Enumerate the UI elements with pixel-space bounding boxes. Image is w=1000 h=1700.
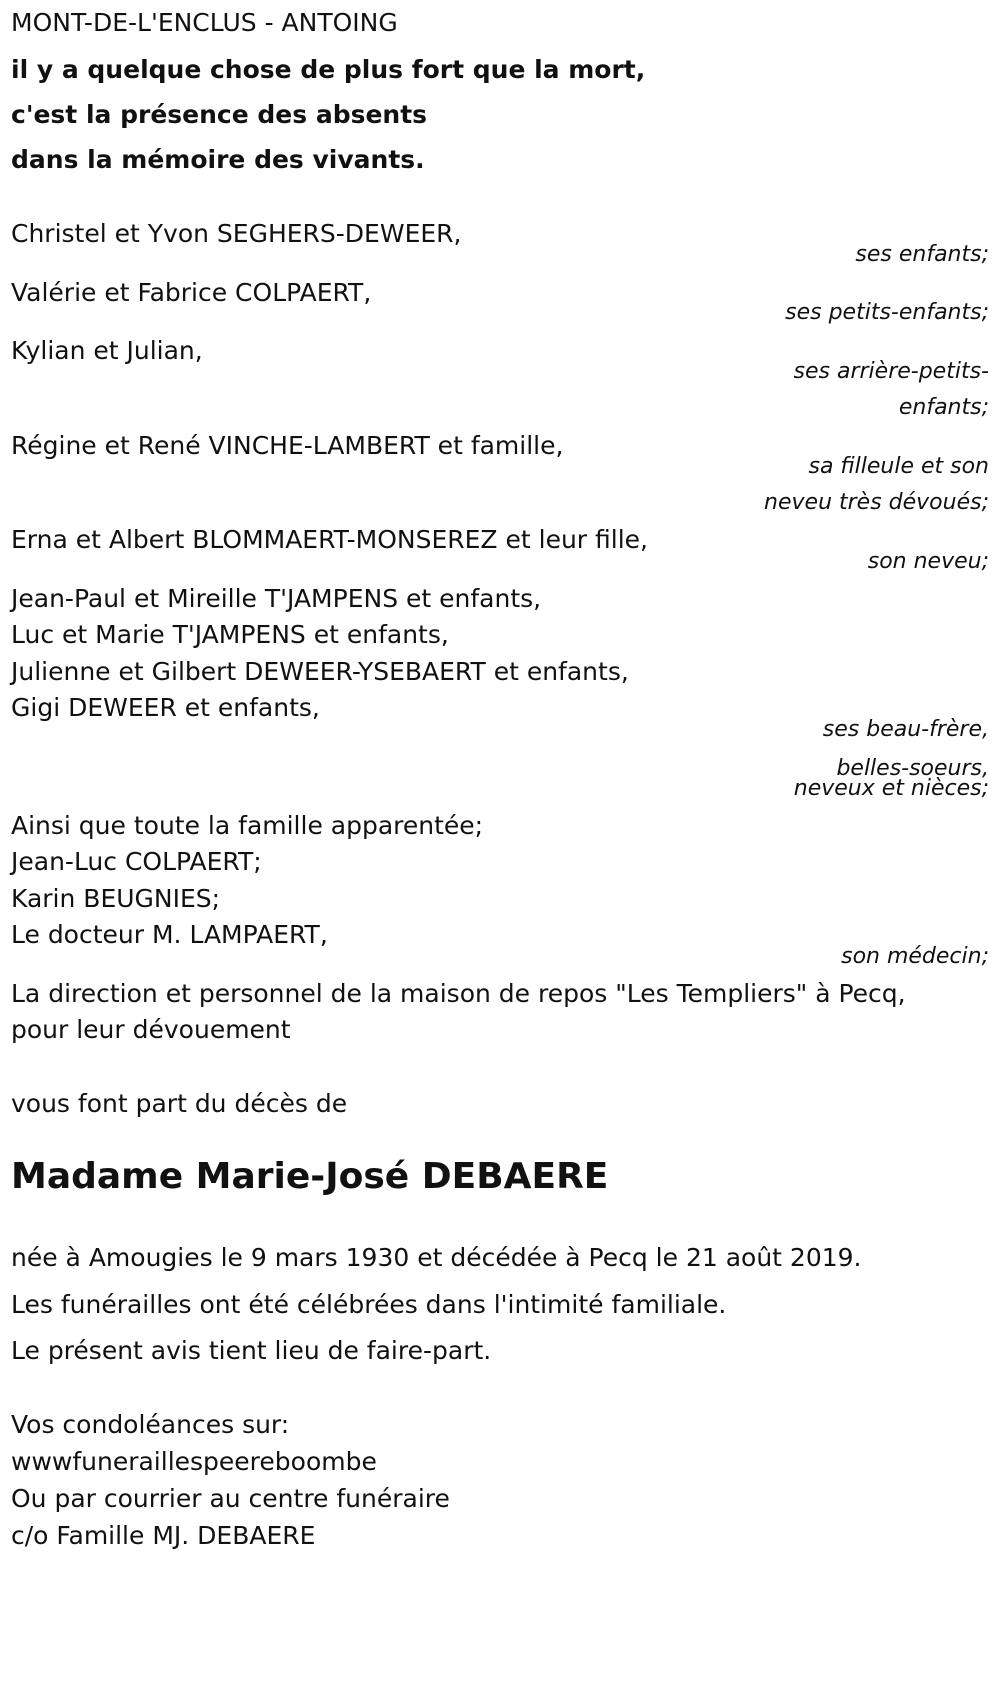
detail-line: née à Amougies le 9 mars 1930 et décédée à Pecq le 21 août 2019.: [11, 1243, 862, 1272]
family-line: Jean-Luc COLPAERT;: [11, 847, 262, 876]
relation-label: son médecin;: [841, 944, 989, 969]
relation-label: ses enfants;: [855, 242, 989, 267]
detail-line: Le présent avis tient lieu de faire-part.: [11, 1336, 492, 1365]
family-line: Valérie et Fabrice COLPAERT,: [11, 278, 372, 307]
relation-label: ses arrière-petits-: [793, 359, 989, 384]
detail-line: Les funérailles ont été célébrées dans l'intimité familiale.: [11, 1290, 727, 1319]
family-line: La direction et personnel de la maison de repos "Les Templiers" à Pecq,: [11, 979, 906, 1008]
relation-label: neveux et nièces;: [793, 776, 989, 801]
condolences-line: Ou par courrier au centre funéraire: [11, 1484, 450, 1513]
relation-label: son neveu;: [867, 549, 989, 574]
family-line: Julienne et Gilbert DEWEER-YSEBAERT et enfants,: [11, 657, 629, 686]
family-line: Kylian et Julian,: [11, 336, 203, 365]
relation-label: ses petits-enfants;: [785, 300, 989, 325]
relation-label: sa filleule et son: [808, 454, 989, 479]
announcement-text: vous font part du décès de: [11, 1089, 348, 1118]
family-line: Christel et Yvon SEGHERS-DEWEER,: [11, 219, 462, 248]
relation-label: belles-soeurs,: [836, 756, 989, 781]
quote-line-1: il y a quelque chose de plus fort que la mort,: [11, 55, 646, 84]
family-line: Erna et Albert BLOMMAERT-MONSEREZ et leur fille,: [11, 525, 648, 554]
relation-label: neveu très dévoués;: [764, 490, 989, 515]
deceased-name: Madame Marie-José DEBAERE: [11, 1156, 609, 1197]
header-location: MONT-DE-L'ENCLUS - ANTOING: [11, 8, 398, 37]
family-line: Karin BEUGNIES;: [11, 884, 221, 913]
family-line: Régine et René VINCHE-LAMBERT et famille,: [11, 431, 564, 460]
condolences-website: wwwfuneraillespeereboombe: [11, 1447, 377, 1476]
quote-line-2: c'est la présence des absents: [11, 100, 428, 129]
quote-line-3: dans la mémoire des vivants.: [11, 145, 425, 174]
family-line: Le docteur M. LAMPAERT,: [11, 920, 328, 949]
family-line: Ainsi que toute la famille apparentée;: [11, 811, 484, 840]
family-line: pour leur dévouement: [11, 1015, 291, 1044]
family-line: Luc et Marie T'JAMPENS et enfants,: [11, 620, 449, 649]
relation-label: enfants;: [898, 395, 989, 420]
relation-label: ses beau-frère,: [822, 717, 989, 742]
family-line: Jean-Paul et Mireille T'JAMPENS et enfants,: [11, 584, 542, 613]
condolences-line: Vos condoléances sur:: [11, 1410, 290, 1439]
condolences-line: c/o Famille MJ. DEBAERE: [11, 1521, 316, 1550]
family-line: Gigi DEWEER et enfants,: [11, 693, 320, 722]
